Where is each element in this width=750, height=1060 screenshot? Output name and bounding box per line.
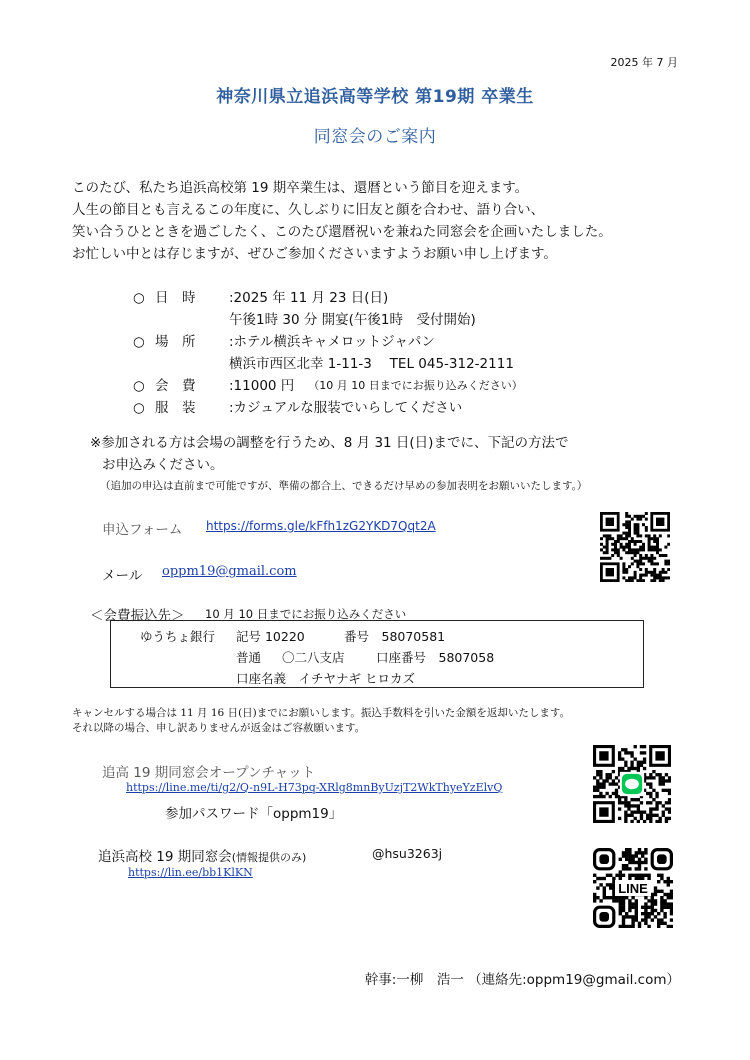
detail-fee-row — [133, 375, 523, 397]
bank-name: ゆうちょ銀行 — [140, 629, 216, 644]
registration-notice — [90, 432, 568, 476]
form-qr-code-icon[interactable] — [600, 512, 670, 582]
intro-line: 笑い合うひとときを過ごしたく、このたび還暦祝いを兼ねた同窓会を企画いたしました。 — [72, 224, 612, 240]
line-qr-code-icon[interactable] — [593, 848, 673, 928]
detail-address-row — [133, 353, 523, 375]
bank-account-type: 普通 — [236, 650, 262, 665]
document-date: 2025 年 7 月 — [610, 56, 678, 69]
detail-dress-label: 服 装 — [155, 400, 196, 416]
notice-line: ※参加される方は会場の調整を行うため、8 月 31 日(日)までに、下記の方法で — [90, 435, 569, 451]
detail-date-value: :2025 年 11 月 23 日(日) — [229, 290, 389, 306]
bank-number: 番号 58070581 — [344, 629, 446, 644]
intro-line: 人生の節目とも言えるこの年度に、久しぶりに旧友と顔を合わせ、語り合い、 — [72, 202, 545, 218]
open-chat-link[interactable]: https://line.me/ti/g2/Q-n9L-H73pq-XRlg8mnByUzjT2WkThyeYzElvQ — [126, 781, 503, 794]
bullet-mark: ○ — [133, 378, 145, 394]
detail-place-row — [133, 331, 523, 353]
bank-symbol: 記号 10220 — [236, 629, 305, 644]
detail-place-label: 場 所 — [155, 334, 196, 350]
bank-branch: 〇二八支店 — [282, 650, 345, 665]
detail-fee-label: 会 費 — [155, 378, 196, 394]
official-account-name: 追浜高校 19 期同窓会 — [98, 849, 232, 865]
form-link[interactable]: https://forms.gle/kFfh1zG2YKD7Qqt2A — [206, 519, 436, 533]
detail-date-label: 日 時 — [155, 290, 196, 306]
bank-account-holder: 口座名義 イチヤナギ ヒロカズ — [236, 671, 415, 686]
detail-fee-note: （10 月 10 日までにお振り込みください） — [308, 379, 523, 392]
bullet-mark: ○ — [133, 290, 145, 306]
detail-dress-value: :カジュアルな服装でいらしてください — [229, 400, 463, 416]
line-qr-caption: LINE — [618, 881, 648, 896]
form-label: 申込フォーム — [102, 522, 183, 538]
document-subtitle: 同窓会のご案内 — [313, 127, 437, 147]
open-chat-qr-code-icon[interactable] — [593, 745, 671, 823]
bullet-mark: ○ — [133, 334, 145, 350]
bank-heading: ＜会費振込先＞ — [90, 608, 185, 624]
bank-account-number: 口座番号 5807058 — [376, 650, 495, 665]
detail-time-row — [133, 309, 523, 331]
intro-paragraph — [72, 177, 612, 265]
official-account-title — [98, 845, 306, 865]
cancel-line: それ以降の場合、申し訳ありませんが返金はご容赦願います。 — [72, 722, 366, 734]
notice-small-print: （追加の申込は直前まで可能ですが、準備の都合上、できるだけ早めの参加表明をお願いいたします。） — [100, 480, 588, 492]
open-chat-password: 参加パスワード「oppm19」 — [165, 806, 343, 822]
intro-line: お忙しい中とは存じますが、ぜひご参加くださいますようお願い申し上げます。 — [72, 246, 557, 262]
open-chat-title: 追高 19 期同窓会オープンチャット — [102, 765, 316, 781]
line-id: @hsu3263j — [372, 846, 443, 861]
document-title: 神奈川県立追浜高等学校 第19期 卒業生 — [216, 87, 534, 107]
cancel-policy — [72, 706, 570, 736]
detail-dress-row — [133, 397, 523, 419]
detail-address-value: 横浜市西区北幸 1-11-3 TEL 045-312-2111 — [229, 356, 514, 372]
official-account-link[interactable]: https://lin.ee/bb1KlKN — [128, 866, 253, 879]
official-account-subtitle: (情報提供のみ) — [231, 851, 307, 864]
mail-link[interactable]: oppm19@gmail.com — [162, 564, 297, 579]
notice-line: お申込みください。 — [102, 457, 224, 473]
detail-date-row — [133, 287, 523, 309]
bank-deadline: 10 月 10 日までにお振り込みください — [205, 607, 407, 621]
intro-line: このたび、私たち追浜高校第 19 期卒業生は、還暦という節目を迎えます。 — [72, 180, 529, 196]
organizer-contact: 幹事:一柳 浩一 （連絡先:oppm19@gmail.com） — [364, 972, 680, 988]
mail-label: メール — [102, 568, 143, 584]
event-details — [133, 287, 523, 419]
detail-place-value: :ホテル横浜キャメロットジャパン — [229, 334, 435, 350]
bullet-mark: ○ — [133, 400, 145, 416]
detail-fee-value: :11000 円 — [229, 378, 295, 394]
cancel-line: キャンセルする場合は 11 月 16 日(日)までにお願いします。振込手数料を引いた金額を返却いたします。 — [72, 707, 571, 719]
detail-time-value: 午後1時 30 分 開宴(午後1時 受付開始) — [229, 312, 476, 328]
